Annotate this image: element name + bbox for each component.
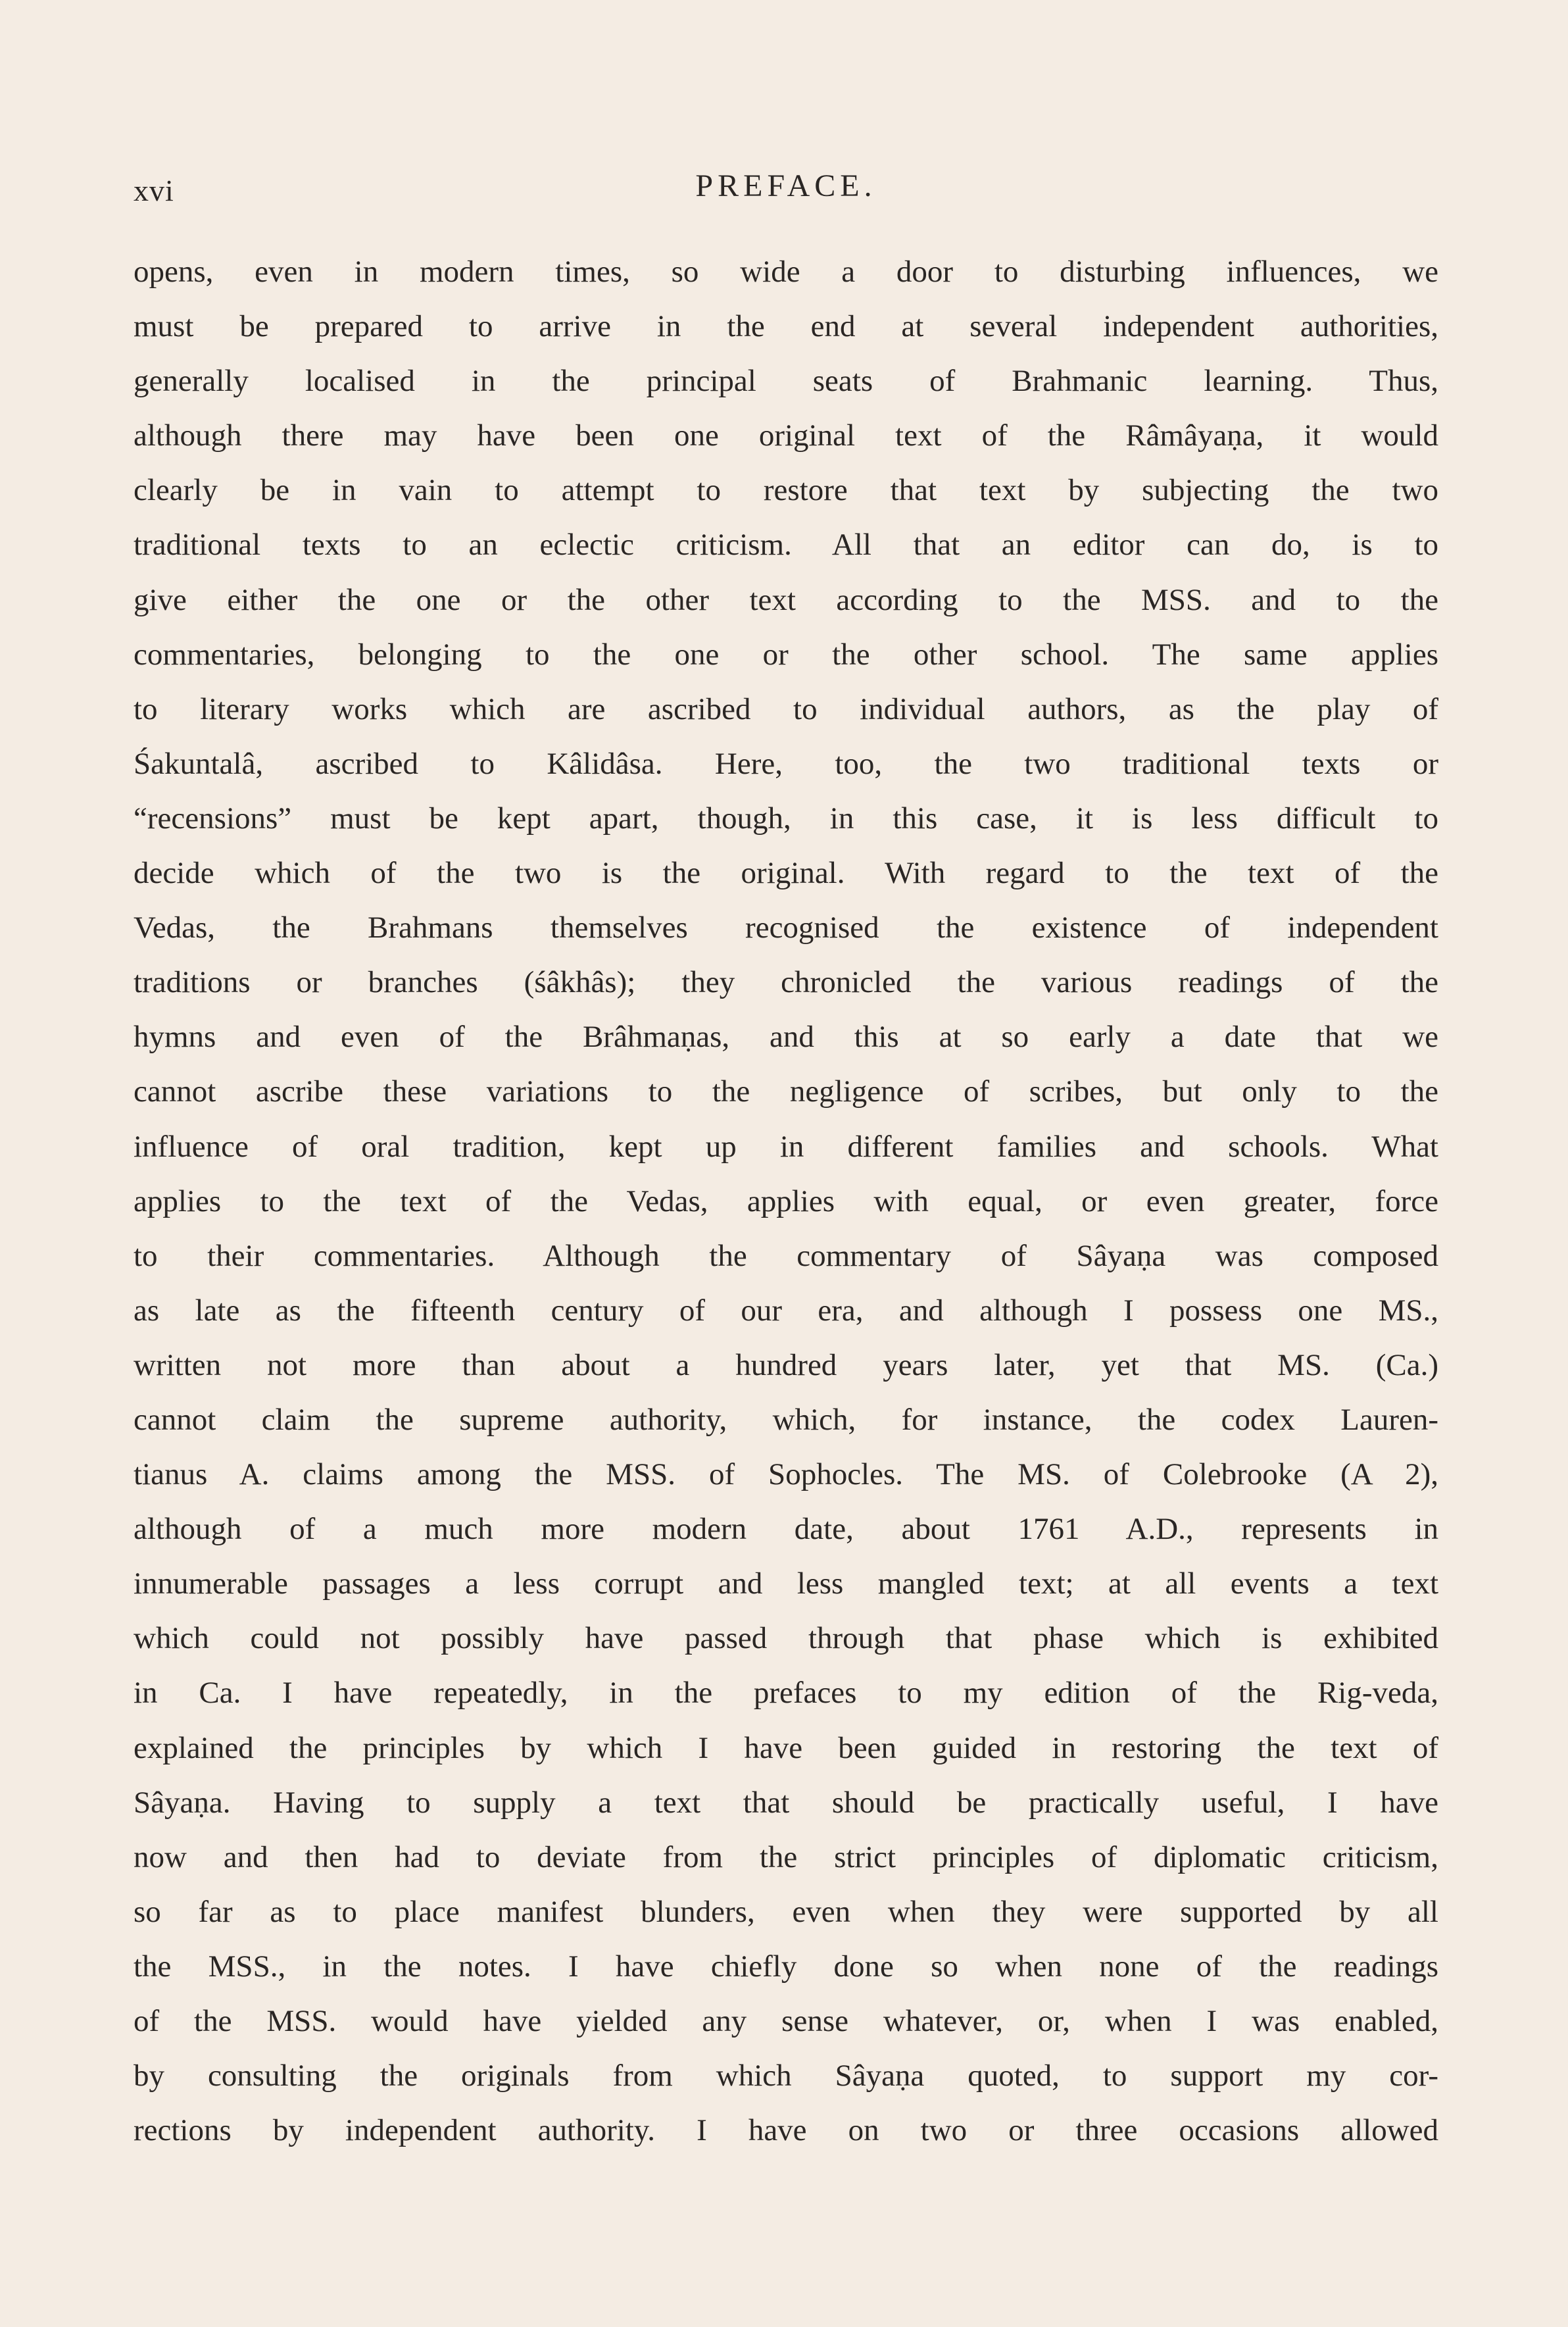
running-head	[134, 168, 1438, 214]
text-line: rections by independent authority. I have on two or three occasions allowed	[134, 2113, 1438, 2148]
text-line: influence of oral tradition, kept up in different families and schools. What	[134, 1129, 1438, 1164]
text-line: tianus A. claims among the MSS. of Sophocles. The MS. of Colebrooke (A 2),	[134, 1457, 1438, 1492]
text-line: to literary works which are ascribed to individual authors, as the play of	[134, 691, 1438, 726]
text-line: to their commentaries. Although the commentary of Sâyaṇa was composed	[134, 1238, 1438, 1273]
text-line: clearly be in vain to attempt to restore that text by subjecting the two	[134, 473, 1438, 508]
text-line: decide which of the two is the original. With regard to the text of the	[134, 856, 1438, 891]
body-text	[134, 245, 1438, 2158]
text-line: of the MSS. would have yielded any sense whatever, or, when I was enabled,	[134, 2004, 1438, 2038]
text-line: Vedas, the Brahmans themselves recognised the existence of independent	[134, 911, 1438, 945]
text-line: by consulting the originals from which Sâyaṇa quoted, to support my cor-	[134, 2059, 1438, 2093]
text-line: generally localised in the principal seats of Brahmanic learning. Thus,	[134, 364, 1438, 399]
page-title: PREFACE.	[695, 168, 877, 203]
page-number: xvi	[134, 174, 174, 207]
text-line: traditional texts to an eclectic criticism. All that an editor can do, is to	[134, 528, 1438, 563]
text-line: cannot ascribe these variations to the negligence of scribes, but only to the	[134, 1074, 1438, 1109]
text-line: in Ca. I have repeatedly, in the prefaces to my edition of the Rig-veda,	[134, 1676, 1438, 1711]
text-line: Śakuntalâ, ascribed to Kâlidâsa. Here, too, the two traditional texts or	[134, 746, 1438, 781]
text-line: opens, even in modern times, so wide a door to disturbing influences, we	[134, 255, 1438, 289]
text-line: must be prepared to arrive in the end at several independent authorities,	[134, 309, 1438, 344]
text-line: hymns and even of the Brâhmaṇas, and this at so early a date that we	[134, 1020, 1438, 1055]
text-line: the MSS., in the notes. I have chiefly done so when none of the readings	[134, 1949, 1438, 1984]
text-line: give either the one or the other text according to the MSS. and to the	[134, 582, 1438, 617]
text-line: Sâyaṇa. Having to supply a text that should be practically useful, I have	[134, 1785, 1438, 1820]
text-line: although of a much more modern date, about 1761 A.D., represents in	[134, 1512, 1438, 1547]
text-line: traditions or branches (śâkhâs); they chronicled the various readings of the	[134, 965, 1438, 1000]
text-line: which could not possibly have passed through that phase which is exhibited	[134, 1621, 1438, 1656]
text-line: commentaries, belonging to the one or the other school. The same applies	[134, 637, 1438, 672]
text-line: now and then had to deviate from the strict principles of diplomatic criticism,	[134, 1839, 1438, 1874]
text-line: cannot claim the supreme authority, which, for instance, the codex Lauren-	[134, 1402, 1438, 1437]
text-line: although there may have been one original text of the Râmâyaṇa, it would	[134, 418, 1438, 453]
text-line: so far as to place manifest blunders, even when they were supported by all	[134, 1894, 1438, 1929]
text-line: “recensions” must be kept apart, though, in this case, it is less difficult to	[134, 801, 1438, 836]
text-line: written not more than about a hundred years later, yet that MS. (Ca.)	[134, 1347, 1438, 1382]
text-line: as late as the fifteenth century of our era, and although I possess one MS.,	[134, 1293, 1438, 1328]
text-line: explained the principles by which I have been guided in restoring the text of	[134, 1730, 1438, 1765]
text-line: applies to the text of the Vedas, applies with equal, or even greater, force	[134, 1184, 1438, 1218]
text-line: innumerable passages a less corrupt and less mangled text; at all events a text	[134, 1566, 1438, 1601]
